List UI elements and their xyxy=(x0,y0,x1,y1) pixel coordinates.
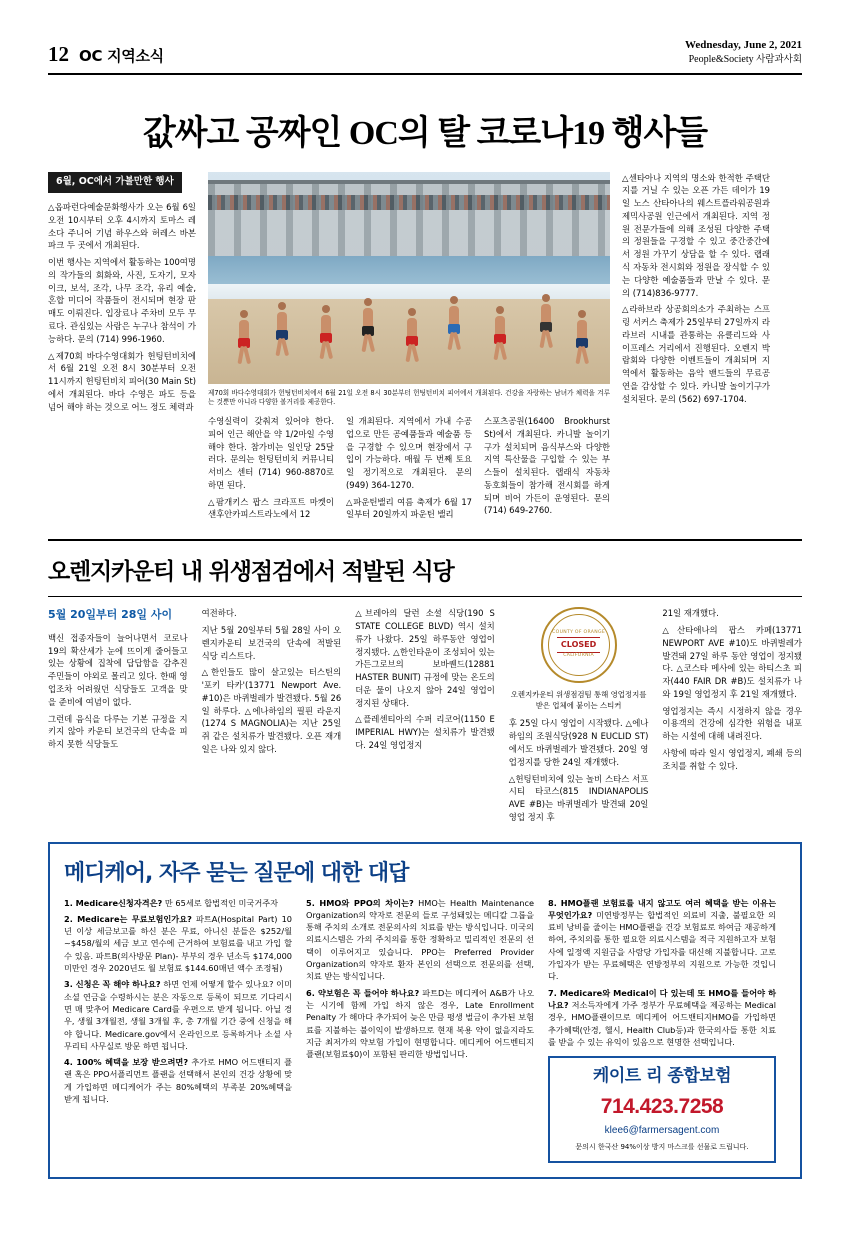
paragraph: △팜개키스 팝스 크라프트 마켓이 샌후안카피스트라노에서 12 xyxy=(208,496,334,520)
faq-answer: 추가로 HMO 어드밴티지 플랜 혹은 PPO서플리먼트 플랜을 선택해서 본인의 건강 상황에 맞게 가입하면 메디케어가 주는 80%혜택의 부족분 20%혜택을 받게 됩니다. xyxy=(64,1057,293,1105)
beach-swim-photo xyxy=(208,172,610,384)
medicare-column-1 xyxy=(64,897,292,1163)
publication-name-en: People&Society xyxy=(688,53,754,65)
medicare-columns xyxy=(64,897,786,1163)
faq-answer: HMO는 Health Maintenance Organization의 약자로 전문의 들로 구성돼있는 메디칼 그룹을 통해 주치의 소개로 전문의사의 치료를 받는 방식입니다. 미국의 의료시스템은 가의 주치의를 통한 정확하고 밀리적인 전문의 선택이 이루어지고 있습니다. PPO는 Preferred Provider Organization의 약자로 환자 본인의 선택으로 전문의를 선택, 치료 받는 방식입니다. xyxy=(306,897,534,982)
faq-question: 4. 100% 혜택을 보장 받으려면? xyxy=(64,1057,189,1068)
top-story-column-5 xyxy=(622,172,770,526)
seal-top-text: COUNTY OF ORANGE xyxy=(552,630,606,636)
paragraph: 후 25일 다시 영업이 시작됐다. △에나하임의 조원식당(928 N EUCLID ST)에서도 바퀴벌레가 발견됐다. 20일 영업정지를 당한 24일 재개했다. xyxy=(508,718,649,767)
seal-bottom-text: CALIFORNIA xyxy=(563,653,594,659)
medicare-faq-box xyxy=(48,842,802,1179)
seal-center-text: CLOSED xyxy=(557,637,600,653)
photo-runner xyxy=(538,294,554,346)
photo-block xyxy=(208,172,610,526)
photo-runner xyxy=(492,306,508,358)
paragraph: 지난 5월 20일부터 5월 28일 사이 오렌지카운티 보건국의 단속에 적발된 식당 리스트다. xyxy=(201,624,342,661)
story2-column-4 xyxy=(509,607,649,827)
paragraph: 영업정지는 즉시 시정하지 않을 경우 이용객의 건강에 심각한 위험을 내포하는 시설에 대해 내려진다. xyxy=(662,705,802,742)
paragraph: △제70회 바다수영대회가 헌팅턴비치에서 6월 21일 오전 8시 30분부터 오전 11시까지 헌팅턴비치 피어(30 Main St)에서 개최된다. 바다 수영은 파도 등을 넘어 해야 하는 것으로 어느 정도 체력과 xyxy=(48,350,196,412)
story2-column-5 xyxy=(662,607,802,827)
ad-email[interactable]: klee6@farmersagent.com xyxy=(604,1125,720,1137)
paragraph: △파운틴밸리 여름 축제가 6월 17일부터 20일까지 파운틴 밸리 xyxy=(346,496,472,520)
faq-item xyxy=(64,897,292,909)
faq-answer: 하면 언제 어떻게 할수 있나요? 이미 소셜 연금을 수령하시는 분은 자동으로 등록이 되므로 기다리시면 매 맞추어 Medicare Card를 우편으로 받게 됩니다. 아닐 경우, 생월 3개월전, 생월 3개월 후, 총 7개월 기간 중에 신청을 해야 합니다. Medicare.gov에서 온라인으로 등록하거나 소셜 사무리티 사무실로 방문 하면 됩니다. xyxy=(64,979,292,1051)
paragraph: 사항에 따라 일시 영업정지, 폐쇄 등의 조치를 취할 수 있다. xyxy=(662,747,802,771)
section-name: OC 지역소식 xyxy=(79,46,164,65)
faq-answer: 만 65세로 합법적인 미국거주자 xyxy=(164,897,279,908)
photo-crowd xyxy=(208,195,610,210)
paragraph: △옵파런다예술문화행사가 오는 6월 6일 오전 10시부터 오후 4시까지 토마스 레소다 주니어 기념 하우스와 허레스 바본파크 두 곳에서 개최된다. xyxy=(48,202,196,251)
page-title: 값싸고 공짜인 OC의 탈 코로나19 행사들 xyxy=(142,114,708,152)
paragraph: 21일 재개했다. xyxy=(662,608,719,619)
story2-column-1 xyxy=(48,607,188,827)
ad-agency-name: 케이트 리 종합보험 xyxy=(592,1066,732,1087)
masthead xyxy=(48,38,802,75)
faq-question: 5. HMO와 PPO의 차이는? xyxy=(306,897,414,908)
top-story-column-2 xyxy=(208,415,334,525)
medicare-title: 메디케어, 자주 묻는 질문에 대한 대답 xyxy=(64,860,409,886)
page-number: 12 xyxy=(48,41,69,66)
paragraph: 백신 접종자들이 늘어나면서 코로나19의 확산세가 눈에 뜨이게 줄어들고 있는 상황에 집착에 답답함을 감추진 주민들이 야외로 몰리고 있다. 한때 영업조차 어려웠던 식당들도 고객을 맞을 준비에 여념이 없다. xyxy=(48,632,188,707)
story2-column-2 xyxy=(202,607,342,827)
faq-item xyxy=(548,987,776,1048)
insurance-ad[interactable] xyxy=(548,1056,776,1163)
kicker-badge: 6월, OC에서 가볼만한 행사 xyxy=(48,172,182,193)
ad-phone-number[interactable]: 714.423.7258 xyxy=(600,1094,724,1118)
photo-runner xyxy=(236,310,252,362)
issue-date: Wednesday, June 2, 2021 xyxy=(684,39,802,51)
photo-runner xyxy=(404,308,420,360)
ad-note: 문의시 한국산 94%이상 방지 마스크를 선물로 드립니다. xyxy=(575,1143,749,1152)
medicare-column-2 xyxy=(306,897,534,1163)
faq-question: 1. Medicare신청자격은? xyxy=(64,897,163,908)
faq-item xyxy=(64,978,292,1052)
paragraph: △플레센티아의 수퍼 리코어(1150 E IMPERIAL HWY)는 설치류가 발견됐다. 24일 영업정지 xyxy=(355,714,495,750)
paragraph: △센타아나 지역의 명소와 한적한 주택단지를 거닐 수 있는 오픈 가든 데이가 19일 노스 산타아나의 웨스트플라워공원과 제믹사공원 인근에서 개최된다. 지역 정원 전문가들에 의해 조성된 다양한 주택의 정원들을 구경할 수 있고 중간중간에서 정원 가꾸기 상담을 할 수 있다. 랩래식 자동차 전시회와 정원을 장식할 수 있는 다양한 예술품들과 만날 수 있다. 문의 (714)836-9777. xyxy=(622,172,770,298)
story2 xyxy=(48,607,802,827)
faq-question: 6. 약보험은 꼭 들어야 하나요? xyxy=(306,987,420,998)
faq-question: 2. Medicare는 무료보험인가요? xyxy=(64,913,192,924)
masthead-right xyxy=(685,38,802,67)
paragraph: 수영실력이 갖춰져 있어야 한다. 피어 인근 해안을 약 1/2마일 수영해야 한다. 참가비는 일인당 25달러다. 문의는 헌팅턴비치 커뮤니티 서비스 센터 (714) 960-8870로 하면 된다. xyxy=(208,416,334,490)
photo-runner xyxy=(446,296,462,348)
divider-thin xyxy=(48,596,802,597)
top-story-column-4 xyxy=(484,415,610,525)
masthead-left xyxy=(48,42,164,67)
paragraph: 그런데 음식을 다루는 기본 규정을 지키지 않아 카운티 보건국의 단속을 피하지 못한 식당들도 xyxy=(48,713,188,750)
paragraph: 스포츠공원(16400 Brookhurst St)에서 개최된다. 카니발 놀이기구가 설치되며 음식부스와 다양한 지역 특산물을 구입할 수 있는 부스들이 설치된다. 랩래식 자동차 동호회들이 참가해 전시회를 하게 되며 비어 가든이 운영된다. 문의(714) 649-2760. xyxy=(484,416,610,516)
medicare-column-3 xyxy=(548,897,776,1163)
story2-column-3 xyxy=(355,607,495,827)
faq-question: 3. 신청은 꼭 해야 하나요? xyxy=(64,979,161,990)
faq-item xyxy=(64,913,292,974)
photo-runner xyxy=(574,310,590,362)
faq-answer: 파트D는 메디케어 A&B가 나오는 시기에 함께 가입 하지 않은 경우, Late Enrollment Penalty 가 해마다 추가되어 늦은 만큼 평생 벌금이 추가된 보험료를 지불하는 불이익이 발생하므로 현재 복용 약이 없을지라도 지금 최저가의 약보험 가입이 현명합니다. 메디케어 어드벤티지 플랜(보험료$0)이 포함된 판리한 방법입니다. xyxy=(306,987,534,1060)
photo-runner xyxy=(360,298,376,350)
seal-ring xyxy=(548,614,610,676)
publication-name-kr: 사람과사회 xyxy=(756,53,802,65)
faq-item xyxy=(548,897,776,983)
faq-answer: 미연방정부는 합법적인 의료비 지출, 불필요한 의료비 낭비를 줄이는 HMO플랜을 건강 보험료로 하여금 재공하게 하여, 주치의를 통한 필요한 의료시스템을 적극 지원하고자 보험사에 일정액 지원금을 사람당 가입자를 대신해 지불합니다. 고로 가입자가 받는 무료혜택은 연방정부의 지원으로 가능한 것입니다. xyxy=(548,909,776,982)
photo-caption: 제70회 바다수영대회가 헌팅턴비치에서 6월 21일 오전 8시 30분부터 헌팅턴비치 피어에서 개최된다. 건강을 자랑하는 남녀가 체력을 겨루는 것뿐만 아니라 다양한 볼거리를 제공한다. xyxy=(208,388,610,406)
photo-runner xyxy=(274,302,290,354)
paragraph: 여전하다. xyxy=(201,608,237,619)
faq-answer: 저소득자에게 가주 정부가 무료혜택을 제공하는 Medical 경우, HMO플랜이므로 메디케어 어드밴티지HMO를 가입하면 추가혜택(안경, 헬시, Health Club등)과 한국의사들 통한 치료를 받을 수 있는 유익이 있음으로 현명한 선택입니다. xyxy=(548,999,776,1047)
newspaper-page xyxy=(0,38,850,1249)
faq-item xyxy=(64,1056,292,1105)
closed-seal-icon xyxy=(541,607,617,683)
top-story-column-3 xyxy=(346,415,472,525)
paragraph: △한인들도 많이 살고있는 터스틴의 '포키 타카'(13771 Newport Ave. #10)은 바퀴벌레가 발견됐다. 5월 26일 하루다. △에나하임의 필핀 라운지(1274 S MAGNOLIA)는 지난 25일 쥐 같은 설치류가 발견됐다. 오픈 재개일은 나와 있지 않다. xyxy=(201,667,342,754)
seal-caption: 오렌지카운티 위생점검팀 통해 영업정지를 받은 업체에 붙이는 스티커 xyxy=(510,690,647,711)
faq-item xyxy=(306,897,534,983)
faq-question: 7. Medicare와 Medical이 다 있는데 또 HMO를 들어야 하나요? xyxy=(548,987,776,1010)
top-story-column-1 xyxy=(48,172,196,526)
faq-answer: 파트A(Hospital Part) 10년 이상 세금보고를 하신 분은 무료, 아니신 분들은 $252/월~$458/월의 세금 보고 연수에 근거하여 보험료를 내고 가입 할수 있음. 파트B(의사방문 Plan)- 부부의 경우 년소득 $174,000 미만인 경우 2020년도 월 보험료 $144.60매년 액수 조정됨) xyxy=(64,913,292,974)
paragraph: △산타애나의 팝스 카페(13771 NEWPORT AVE #10)도 바퀴벌레가 발견돼 27일 하루 동안 영업이 정지됐다. △코스타 메사에 있는 하티스초 피자(440 FAIR DR #B)도 설치류가 나와 19일 영업정지 후 21일 재개했다. xyxy=(662,624,802,699)
publication-line xyxy=(685,53,802,67)
paragraph: △헌팅턴비치에 있는 놀비 스타스 서프 시티 타코스(815 INDIANAPOLIS AVE #B)는 바퀴벌레가 발견돼 20일 영업 정지 후 xyxy=(508,773,649,822)
photo-below-columns xyxy=(208,415,610,525)
paragraph: △브레아의 달런 소셜 식당(190 S STATE COLLEGE BLVD) 역시 설치류가 나왔다. 25일 하루동안 영업이 정지됐다. △한인타운이 조성되어 있는 가든그로브의 보바퀜드(12881 HASTER BUNIT) 규정에 맞는 온도의 더운 물이 나오지 않아 24일 영업이 정지된 상태다. xyxy=(355,608,495,708)
story2-subhead: 5월 20일부터 28일 사이 xyxy=(48,608,173,622)
faq-item xyxy=(306,987,534,1061)
paragraph: 일 개최된다. 지역에서 가내 수공업으로 만든 공예품들과 예술품 등을 구경할 수 있으며 현장에서 구입이 가능하다. 매월 두 번째 토요일 정기적으로 개최된다. 문의 (949) 364-1270. xyxy=(346,416,472,490)
faq-question: 8. HMO플랜 보험료를 내지 않고도 여러 혜택을 받는 이유는 무엇인가요? xyxy=(548,897,776,920)
story2-title: 오렌지카운티 내 위생점검에서 적발된 식당 xyxy=(48,559,454,586)
top-story xyxy=(48,172,802,526)
photo-runner xyxy=(318,305,337,367)
divider-thick xyxy=(48,539,802,541)
paragraph: 이번 행사는 지역에서 활동하는 100여명의 작가들의 회화와, 사진, 도자기, 모자이크, 보석, 조각, 나무 조각, 유리 예술, 혼합 미디어 작품들이 전시되며 현장 판매도 이뤄진다. 입장료나 주차비 모두 무료다. 관심있는 사람은 누구나 참석이 가능하다. 문의 (714) 996-1960. xyxy=(48,257,196,344)
paragraph: △라하브라 상공회의소가 주최하는 스프링 서커스 축제가 25일부터 27일까지 라라브러 시내를 관통하는 유클리드와 사이프레스 거리에서 진행된다. 오렌지 박람회와 다양한 이벤트들이 개최되며 지역에서 활동하는 음악 밴드들의 무료공연을 감상할 수 있다. 카니발 놀이기구가 설치된다. 문의 (562) 697-1704. xyxy=(622,304,770,404)
